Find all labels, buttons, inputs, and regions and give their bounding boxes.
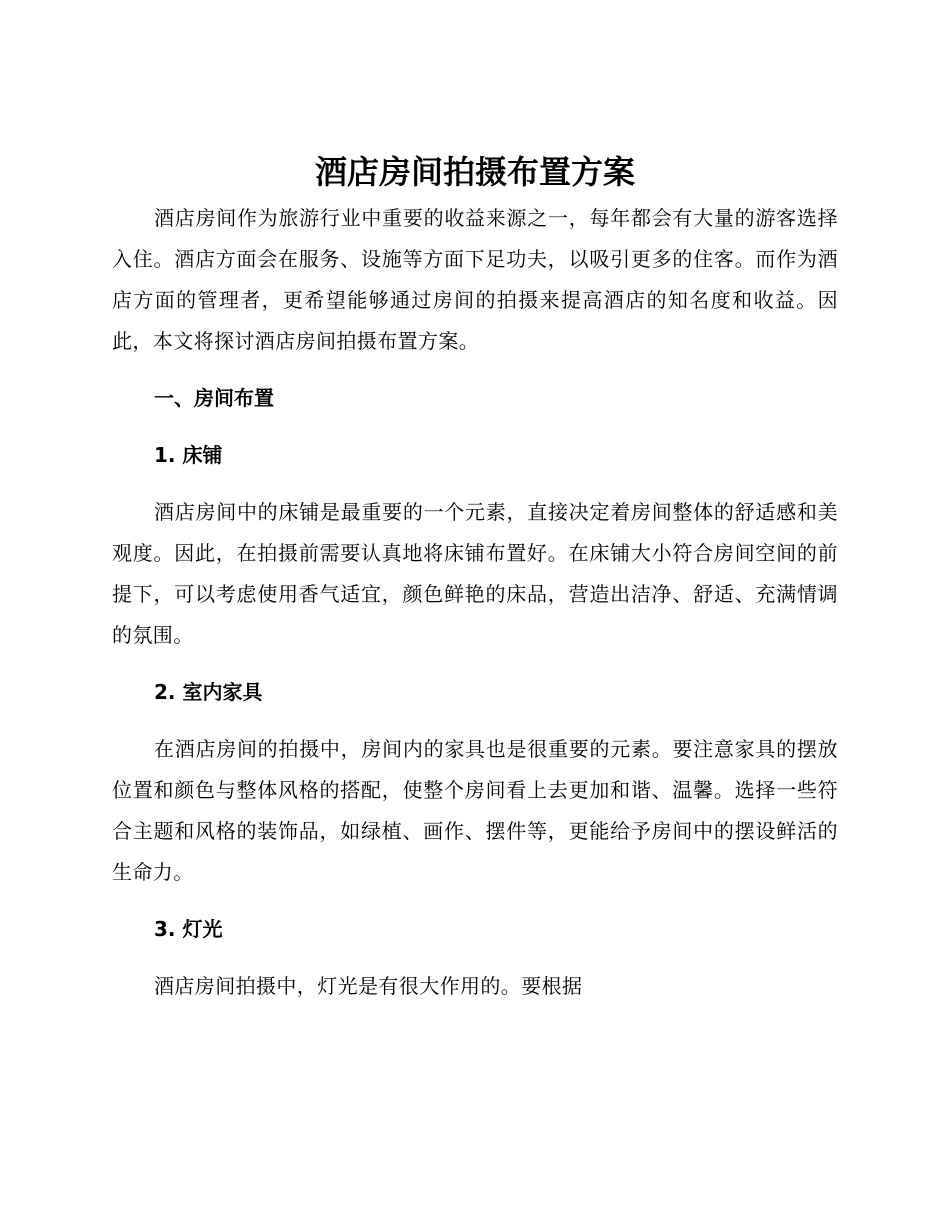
section-heading-room-layout: 一、房间布置 <box>154 386 274 410</box>
lighting-paragraph: 酒店房间拍摄中，灯光是有很大作用的。要根据 <box>154 974 583 998</box>
subsection-heading-furniture: 2. 室内家具 <box>154 680 263 704</box>
bed-paragraph: 酒店房间中的床铺是最重要的一个元素，直接决定着房间整体的舒适感和美观度。因此，在拍摄前需要认真地将床铺布置好。在床铺大小符合房间空间的前提下，可以考虑使用香气适宜，颜色鲜艳的床品，营造出洁净、舒适、充满情调的氛围。 <box>112 500 838 647</box>
subsection-heading-lighting: 3. 灯光 <box>154 917 223 941</box>
document-title: 酒店房间拍摄布置方案 <box>314 153 635 191</box>
furniture-paragraph: 在酒店房间的拍摄中，房间内的家具也是很重要的元素。要注意家具的摆放位置和颜色与整体风格的搭配，使整个房间看上去更加和谐、温馨。选择一些符合主题和风格的装饰品，如绿植、画作、摆件等，更能给予房间中的摆设鲜活的生命力。 <box>112 737 838 884</box>
subsection-heading-bed: 1. 床铺 <box>154 443 223 467</box>
intro-paragraph: 酒店房间作为旅游行业中重要的收益来源之一，每年都会有大量的游客选择入住。酒店方面会在服务、设施等方面下足功夫，以吸引更多的住客。而作为酒店方面的管理者，更希望能够通过房间的拍摄来提高酒店的知名度和收益。因此，本文将探讨酒店房间拍摄布置方案。 <box>112 206 838 353</box>
